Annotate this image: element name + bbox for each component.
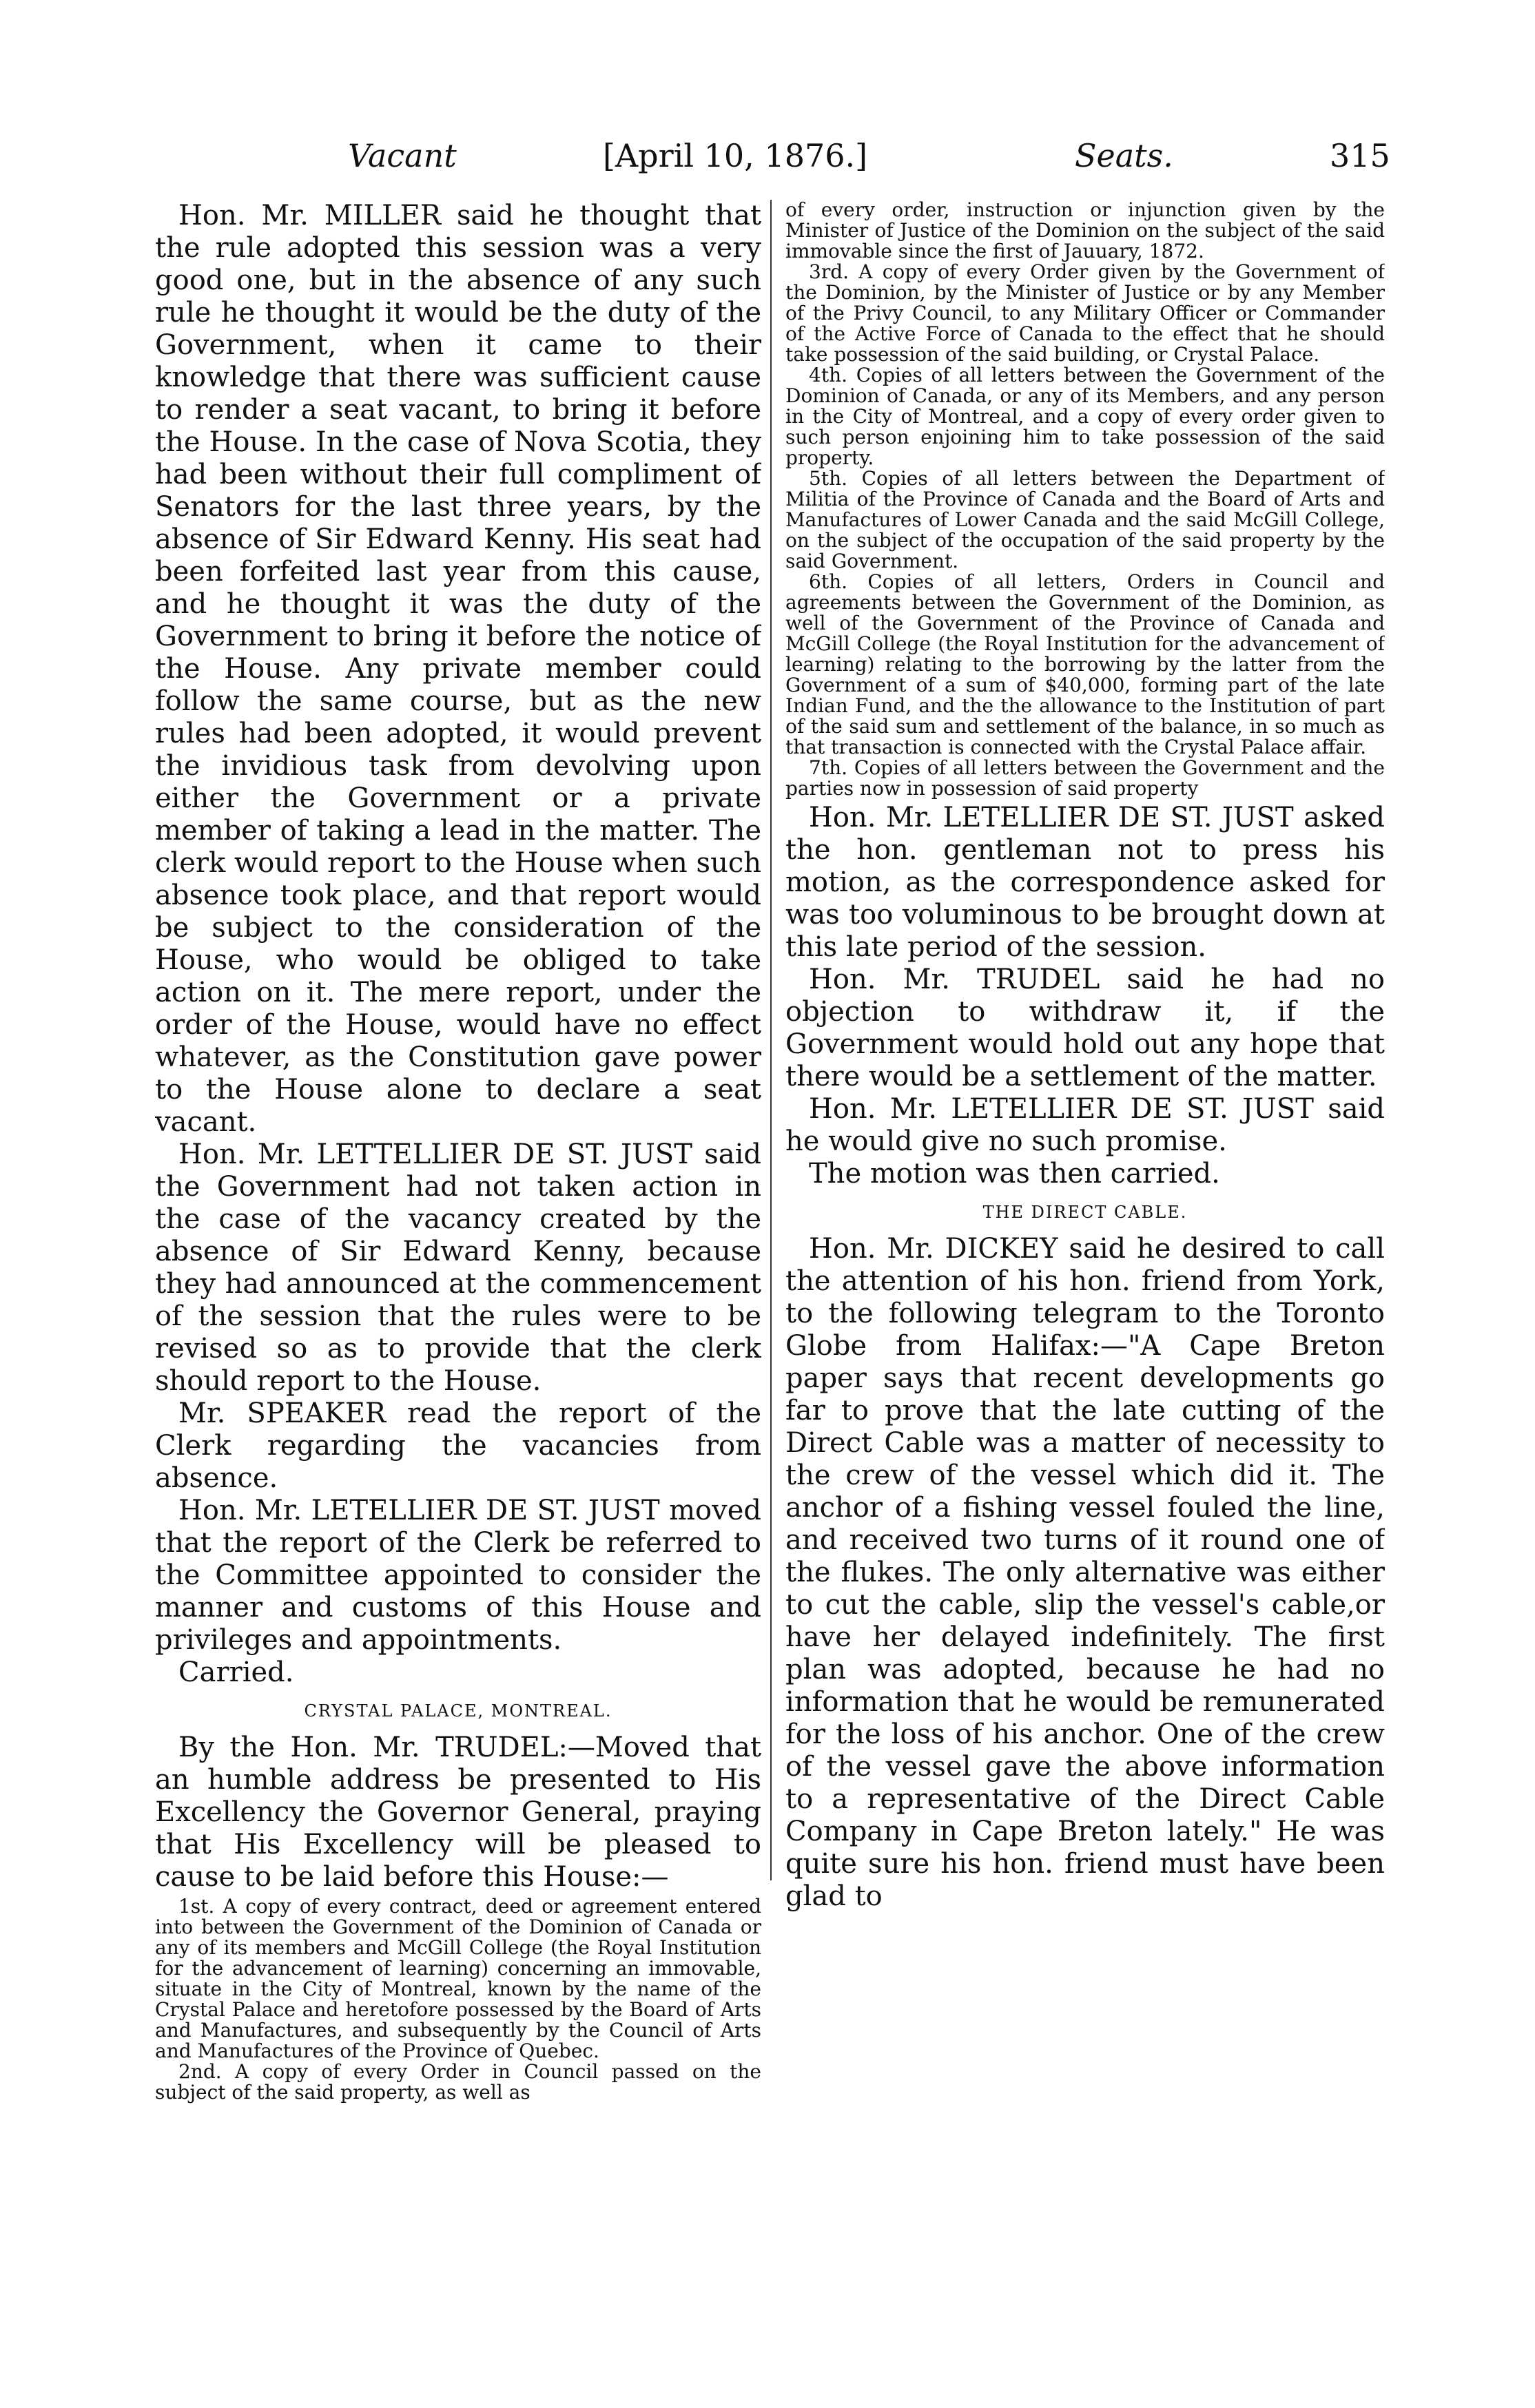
left-column — [155, 200, 761, 2408]
paragraph-carried: Carried. — [178, 1657, 294, 1688]
paragraph-dickey: Hon. Mr. DICKEY said he desired to call the attention of his hon. friend from York, to the following telegram to the Toronto Globe from Halifax:—"A Cape Breton paper says that recent developments go far to prove that the late cutting of the Direct Cable was a matter of necessity to the crew of the vessel which did it. The anchor of a fishing vessel fouled the line, and received two turns of it round one of the flukes. The only alternative was either to cut the cable, slip the vessel's cable,or have her delayed indefinitely. The first plan was adopted, because he had no information that he would be remunerated for the loss of his anchor. One of the crew of the vessel gave the above information to a representative of the Direct Cable Company in Cape Breton lately." He was quite sure his hon. friend must have been glad to — [785, 1233, 1385, 1912]
item-seventh: 7th. Copies of all letters between the Government and the parties now in possession of said property — [785, 756, 1385, 800]
item-second: 2nd. A copy of every Order in Council passed on the subject of the said property, as well as — [155, 2060, 761, 2104]
paragraph-miller: Hon. Mr. MILLER said he thought that the rule adopted this session was a very good one, but in the absence of any such rule he thought it would be the duty of the Government, when it came to their knowledge that there was sufficient cause to render a seat vacant, to bring it before the House. In the case of Nova Scotia, they had been without their full compliment of Senators for the last three years, by the absence of Sir Edward Kenny. His seat had been forfeited last year from this cause, and he thought it was the duty of the Government to bring it before the notice of the House. Any private member could follow the same course, but as the new rules had been adopted, it would prevent the invidious task from devolving upon either the Government or a private member of taking a lead in the matter. The clerk would report to the House when such absence took place, and that report would be subject to the consideration of the House, who would be obliged to take action on it. The mere report, under the order of the House, would have no effect whatever, as the Constitution gave power to the House alone to declare a seat vacant. — [155, 200, 761, 1138]
item-sixth: 6th. Copies of all letters, Orders in Council and agreements between the Government of the Dominion, as well of the Government of the Province of Canada and McGill College (the Royal Institution for the advancement of learning) relating to the borrowing by the latter from the Government of a sum of $40,000, forming part of the late Indian Fund, and the the allowance to the Institution of part of the said sum and settlement of the balance, in so much as that transaction is connected with the Crystal Palace affair. — [785, 570, 1385, 758]
right-column — [785, 200, 1385, 2408]
paragraph-speaker: Mr. SPEAKER read the report of the Clerk regarding the vacancies from absence. — [155, 1398, 761, 1494]
paragraph-letellier-2: Hon. Mr. LETELLIER DE ST. JUST moved that the report of the Clerk be referred to the Committee appointed to consider the manner and customs of this House and privileges and appointments. — [155, 1495, 761, 1656]
paragraph-letellier-1: Hon. Mr. LETTELLIER DE ST. JUST said the Government had not taken action in the case of the vacancy created by the absence of Sir Edward Kenny, because they had announced at the commencement of the session that the rules were to be revised so as to provide that the clerk should report to the House. — [155, 1139, 761, 1397]
paragraph-motion-carried: The motion was then carried. — [809, 1158, 1220, 1190]
paragraph-letellier-3: Hon. Mr. LETELLIER DE ST. JUST asked the hon. gentleman not to press his motion, as the correspondence asked for was too voluminous to be brought down at this late period of the session. — [785, 802, 1385, 963]
item-first: 1st. A copy of every contract, deed or agreement entered into between the Government of the Dominion of Canada or any of its members and McGill College (the Royal Institution for the advancement of learning) concerning an immovable, situate in the City of Montreal, known by the name of the Crystal Palace and heretofore possessed by the Board of Arts and Manufactures, and subsequently by the Council of Arts and Manufactures of the Province of Quebec. — [155, 1895, 761, 2062]
item-second-continued: of every order, instruction or injunction given by the Minister of Justice of the Dominion on the subject of the said immovable since the first of Jauuary, 1872. — [785, 200, 1385, 262]
paragraph-trudel-reply: Hon. Mr. TRUDEL said he had no objection to withdraw it, if the Government would hold out any hope that there would be a settlement of the matter. — [785, 964, 1385, 1092]
item-fifth: 5th. Copies of all letters between the Department of Militia of the Province of Canada and the Board of Arts and Manufactures of Lower Canada and the said McGill College, on the subject of the occupation of the said property by the said Government. — [785, 467, 1385, 572]
header-date: [April 10, 1876.] — [603, 137, 868, 174]
paragraph-trudel-motion: By the Hon. Mr. TRUDEL:—Moved that an humble address be presented to His Excellency the Governor General, praying that His Excellency will be pleased to cause to be laid before this House:— — [155, 1732, 761, 1893]
item-third: 3rd. A copy of every Order given by the Government of the Dominion, by the Minister of Justice or by any Member of the Privy Council, to any Military Officer or Commander of the Active Force of Canada to the effect that he should take possession of the said building, or Crystal Palace. — [785, 260, 1385, 366]
item-fourth: 4th. Copies of all letters between the Government of the Dominion of Canada, or any of its Members, and any person in the City of Montreal, and a copy of every order given to such person enjoining him to take possession of the said property. — [785, 364, 1385, 469]
page-number: 315 — [1330, 137, 1390, 174]
section-heading-crystal-palace: CRYSTAL PALACE, MONTREAL. — [304, 1701, 612, 1721]
page-header — [0, 135, 1535, 190]
column-divider — [770, 200, 772, 1880]
header-left-word: Vacant — [348, 137, 457, 174]
header-right-word: Seats. — [1075, 137, 1173, 174]
paragraph-letellier-4: Hon. Mr. LETELLIER DE ST. JUST said he would give no such promise. — [785, 1093, 1385, 1157]
section-heading-direct-cable: THE DIRECT CABLE. — [982, 1203, 1188, 1222]
